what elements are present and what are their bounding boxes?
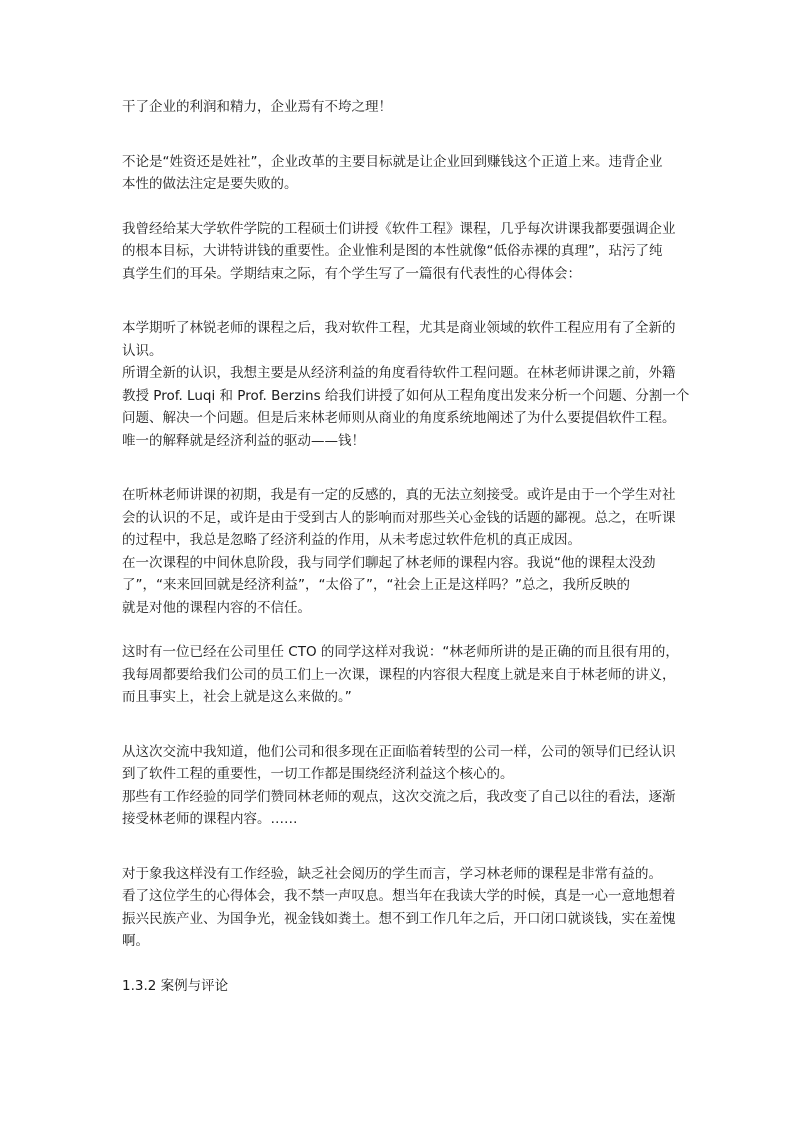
text-line: 本性的做法注定是要失败的。 <box>122 176 298 192</box>
text-line: 对于象我这样没有工作经验，缺乏社会阅历的学生而言，学习林老师的课程是非常有益的。 <box>122 865 662 882</box>
text-line: 本学期听了林锐老师的课程之后，我对软件工程，尤其是商业领域的软件工程应用有了全新的 <box>122 320 676 336</box>
text-line: 的过程中，我总是忽略了经济利益的作用，从未考虑过软件危机的真正成因。 <box>122 532 581 548</box>
text-line: 那些有工作经验的同学们赞同林老师的观点，这次交流之后，我改变了自己以往的看法，逐渐 <box>122 788 676 805</box>
text-line: 了”，“来来回回就是经济利益”，“太俗了”，“社会上正是这样吗？”总之，我所反映的 <box>122 577 630 593</box>
text-line: 唯一的解释就是经济利益的驱动——钱！ <box>122 432 365 449</box>
text-line: 看了这位学生的心得体会，我不禁一声叹息。想当年在我读大学的时候，真是一心一意地想着 <box>122 888 676 904</box>
text-line: 而且事实上，社会上就是这么来做的。” <box>122 689 352 705</box>
text-line: 在听林老师讲课的初期，我是有一定的反感的，真的无法立刻接受。或许是由于一个学生对社 <box>122 487 676 503</box>
text-line: 在一次课程的中间休息阶段，我与同学们聊起了林老师的课程内容。我说“他的课程太没劲 <box>122 554 656 571</box>
text-line: 认识。 <box>122 342 163 359</box>
text-line: 接受林老师的课程内容。…… <box>122 811 298 827</box>
paragraph-3 <box>122 218 682 286</box>
text-line: 会的认识的不足，或许是由于受到古人的影响而对那些关心金钱的话题的鄙视。总之，在听课 <box>122 509 676 526</box>
text-line: 教授 Prof. Luqi 和 Prof. Berzins 给我们讲授了如何从工程角度出发来分析一个问题、分割一个 <box>122 387 690 404</box>
document-page <box>122 96 690 997</box>
paragraph-6 <box>122 641 682 709</box>
paragraph-5 <box>122 484 682 619</box>
text-line: 真学生们的耳朵。学期结束之际，有个学生写了一篇很有代表性的心得体会： <box>122 265 581 282</box>
text-line: 我每周都要给我们公司的员工们上一次课，课程的内容很大程度上就是来自于林老师的讲义， <box>122 666 676 683</box>
text-line: 不论是“姓资还是姓社”，企业改革的主要目标就是让企业回到赚钱这个正道上来。违背企业 <box>122 153 663 170</box>
paragraph-8 <box>122 863 682 953</box>
paragraph-1 <box>122 96 682 119</box>
text-line: 我曾经给某大学软件学院的工程硕士们讲授《软件工程》课程，几乎每次讲课我都要强调企业 <box>122 220 676 237</box>
text-line: 振兴民族产业、为国争光，视金钱如粪土。想不到工作几年之后，开口闭口就谈钱，实在羞愧 <box>122 910 676 927</box>
text-line: 干了企业的利润和精力，企业焉有不垮之理！ <box>122 99 392 115</box>
section-heading: 1.3.2 案例与评论 <box>122 977 229 994</box>
paragraph-2 <box>122 151 682 196</box>
text-line: 这时有一位已经在公司里任 CTO 的同学这样对我说：“林老师所讲的是正确的而且很有用的， <box>122 644 679 660</box>
text-line: 的根本目标，大讲特讲钱的重要性。企业惟利是图的本性就像“低俗赤裸的真理”，玷污了纯 <box>122 243 663 259</box>
paragraph-4 <box>122 317 690 452</box>
text-line: 从这次交流中我知道，他们公司和很多现在正面临着转型的公司一样，公司的领导们已经认识 <box>122 743 676 760</box>
text-line: 到了软件工程的重要性，一切工作都是围绕经济利益这个核心的。 <box>122 766 514 782</box>
text-line: 啊。 <box>122 933 149 949</box>
text-line: 就是对他的课程内容的不信任。 <box>122 599 311 616</box>
text-line: 所谓全新的认识，我想主要是从经济利益的角度看待软件工程问题。在林老师讲课之前，外籍 <box>122 365 676 381</box>
paragraph-7 <box>122 741 682 831</box>
text-line: 问题、解决一个问题。但是后来林老师则从商业的角度系统地阐述了为什么要提倡软件工程。 <box>122 410 676 426</box>
